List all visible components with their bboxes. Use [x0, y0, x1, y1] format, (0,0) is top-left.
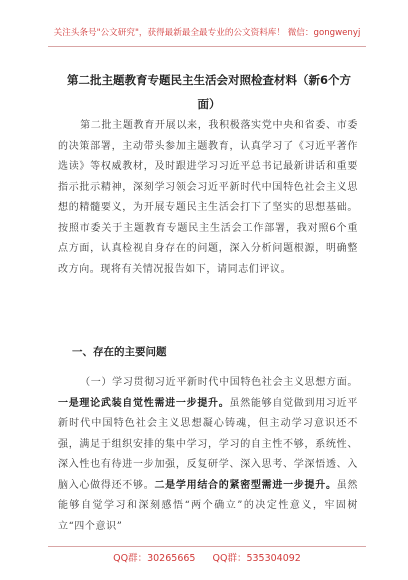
section-heading: 一、存在的主要问题: [72, 346, 167, 358]
section-paragraph: [58, 373, 358, 537]
point-1-text: 虽然能够自觉做到用习近平新时代中国特色社会主义思想凝心铸魂，但主动学习意识还不强，满足于组织安排的集中学习，学习的自主性不够，系统性、深入性也有待进一步加强，反复研学、深入思考、学深悟透、入脑入心做得还不够。: [58, 397, 358, 491]
intro-paragraph: [58, 116, 358, 280]
bold-point-1: 一是理论武装自觉性需进一步提升。: [58, 397, 230, 409]
bold-point-2: 二是学用结合的紧密型需进一步提升。: [154, 479, 337, 491]
document-title: 第二批主题教育专题民主生活会对照检查材料（新6个方面）: [67, 73, 351, 111]
header-banner: 关注头条号"公文研究"，获得最新最全最专业的公文资料库！ 微信：gongwenyj: [48, 24, 366, 47]
footer-qq-1: QQ群：30265665: [113, 553, 196, 564]
footer-qq-2: QQ群：535304092: [212, 553, 301, 564]
point-2-text: 虽然能够自觉学习和深刻感悟“两个确立”的决定性意义，牢固树立“四个意识”: [58, 479, 359, 532]
footer-banner: [48, 546, 366, 569]
paragraph-lead: （一）学习贯彻习近平新时代中国特色社会主义思想方面。: [80, 377, 358, 388]
intro-text: 第二批主题教育开展以来，我积极落实党中央和省委、市委的决策部署，主动带头参加主题教育，认真学习了《习近平著作选读》等权威教材，及时跟进学习习近平总书记最新讲话和重要指示批示精神，深刻学习领会习近平新时代中国特色社会主义思想的精髓要义，为开展专题民主生活会打下了坚实的思想基础。按照市委关于主题教育专题民主生活会工作部署，我对照6个重点方面，认真检视自身存在的问题，深入分析问题根源，明确整改方向。现将有关情况报告如下，请同志们评议。: [58, 120, 358, 275]
